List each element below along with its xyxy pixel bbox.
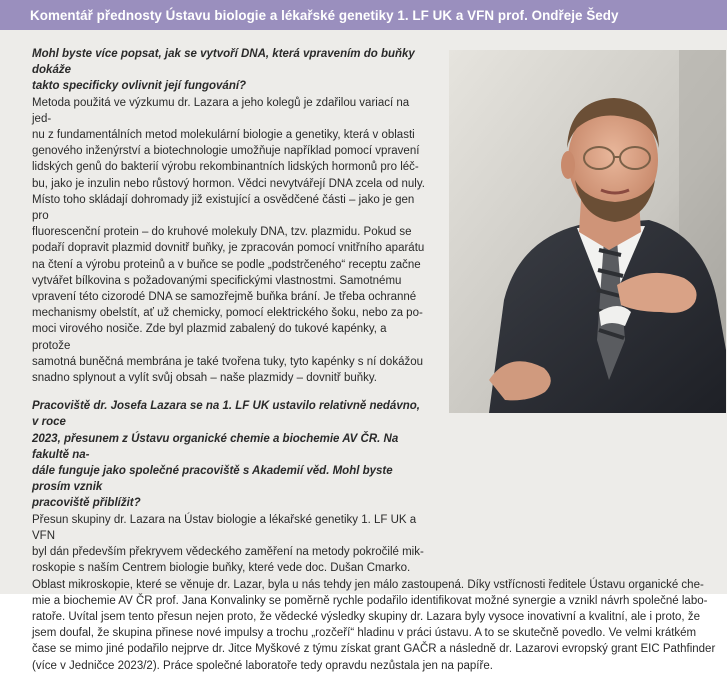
answer-1-line: vytvářet bílkovina s požadovanými specifickými vlastnostmi. Samotnému [32,274,402,287]
answer-2-line: (více v Jedničce 2023/2). Práce společné laboratoře tedy opravdu nezůstala jen na papíře. [32,659,493,672]
answer-1-line: moci virového nosiče. Zde byl plazmid zabalený do tukové kapénky, a protože [32,323,387,352]
answer-1-line: Místo toho skládají dohromady již existující a osvědčené části – jako je gen pro [32,193,415,223]
answer-2-line: čase se mimo jiné podařilo nejprve dr. Jitce Myškové z týmu získat grant GAČR a následně dr. Lazarovi evropský grant EIC Pathfinder [32,643,716,656]
question-1-line-1: Mohl byste více popsat, jak se vytvoří DNA, která vpravením do buňky dokáže [32,48,415,77]
answer-2-wide [32,577,726,674]
question-1 [32,46,427,95]
answer-1-line: na čtení a výrobu proteinů a v buňce se podle „podstrčeného“ receptu začne [32,258,421,271]
answer-1-line: snadno splynout a vylít svůj obsah – naše plazmidy – dovnitř buňky. [32,372,377,385]
question-2-line-1: Pracoviště dr. Josefa Lazara se na 1. LF UK ustavilo relativně nedávno, v roce [32,400,420,429]
answer-1-line: bu, jako je inzulin nebo růstový hormon. Vědci nevytvářejí DNA zcela od nuly. [32,177,425,190]
answer-2-line: Oblast mikroskopie, které se věnuje dr. Lazar, byla u nás tehdy jen málo zastoupená. Díky vstřícnosti ředitele Ústavu organické che- [32,578,704,591]
answer-2-narrow [32,512,427,577]
question-1-line-2: takto specificky ovlivnit její fungování? [32,80,247,93]
answer-2-line: mie a biochemie AV ČR prof. Jana Konvalinky se poměrně rychle podařilo identifikovat možné synergie a vznikl návrh společné labo- [32,594,708,607]
header-bar [0,0,727,30]
answer-1-line: mechanismy obelstít, ať už chemicky, pomocí elektrického šoku, nebo za po- [32,307,423,320]
answer-1-line: samotná buněčná membrána je také tvořena tuky, tyto kapénky s ní dokážou [32,355,424,368]
answer-1-line: Metoda použitá ve výzkumu dr. Lazara a jeho kolegů je zdařilou variací na jed- [32,96,410,125]
answer-1-line: nu z fundamentálních metod molekulární biologie a genetiky, která v oblasti [32,129,415,142]
section-1 [32,46,427,577]
answer-1-line: vpravení této cizorodé DNA se samozřejmě buňka brání. Je třeba ochranné [32,291,417,304]
article-body [32,46,726,674]
answer-2-line: Přesun skupiny dr. Lazara na Ústav biologie a lékařské genetiky 1. LF UK a VFN [32,513,417,542]
answer-1-line: podaří dopravit plazmid dovnitř buňky, je zpracován pomocí vnitřního aparátu [32,242,425,255]
header-title: Komentář přednosty Ústavu biologie a lékařské genetiky 1. LF UK a VFN prof. Ondřeje Šedy [30,7,619,23]
question-2-line-3: dále funguje jako společné pracoviště s Akademií věd. Mohl byste prosím vznik [32,465,393,494]
question-2 [32,398,427,511]
answer-1-line: genového inženýrství a biotechnologie umožňuje například pomocí vpravení [32,145,420,158]
question-2-line-2: 2023, přesunem z Ústavu organické chemie a biochemie AV ČR. Na fakultě na- [32,432,399,461]
answer-2-line: jsem doufal, že skupina přinese nové impulsy a trochu „rozčeří“ hladinu v práci ústavu. A to se skutečně povedlo. Ve velmi krátkém [32,627,697,640]
answer-2-line: ratoře. Uvítal jsem tento přesun nejen proto, že vědecké výsledky skupiny dr. Lazara byly vysoce inovativní a kvalitní, ale i proto, že [32,610,700,623]
question-2-line-4: pracoviště přiblížit? [32,497,141,510]
answer-1 [32,95,427,387]
answer-1-line: fluorescenční protein – do kruhové molekuly DNA, tzv. plazmidu. Pokud se [32,226,412,239]
answer-2-line: byl dán především překryvem vědeckého zaměření na metody pokročilé mik- [32,546,424,559]
answer-2-line: roskopie s naším Centrem biologie buňky, které vede doc. Dušan Cmarko. [32,562,411,575]
answer-1-line: lidských genů do bakterií výrobu rekombinantních lidských hormonů pro léč- [32,161,419,174]
